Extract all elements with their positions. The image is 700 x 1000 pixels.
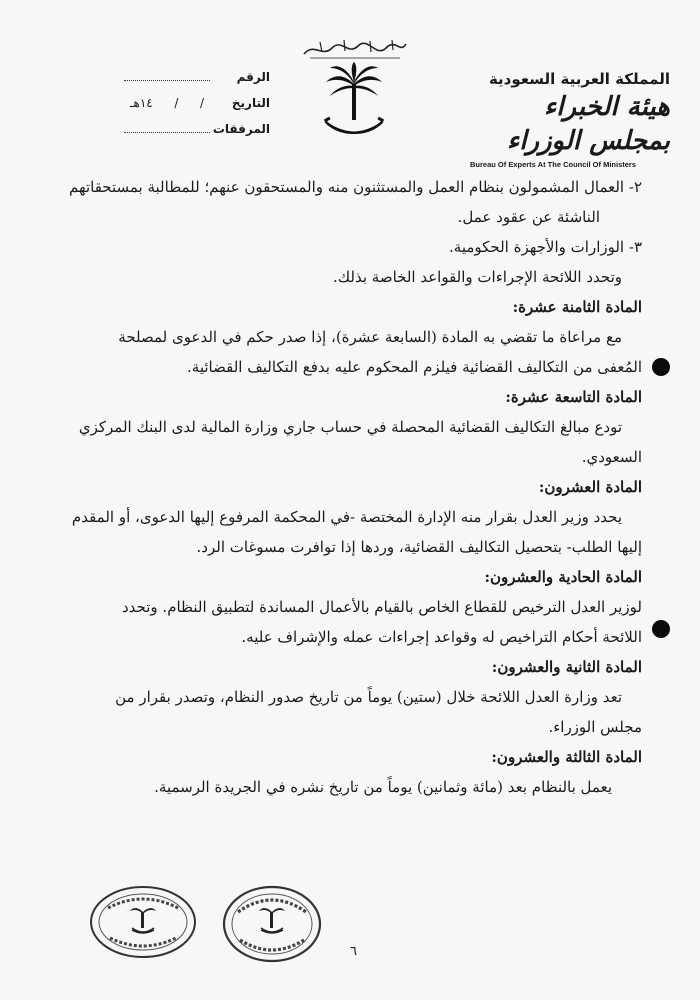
text-line: لوزير العدل الترخيص للقطاع الخاص بالقيام بالأعمال المساندة لتطبيق النظام. وتحدد (122, 598, 642, 616)
reference-block (120, 70, 270, 148)
official-seal-right (222, 884, 322, 964)
palm-swords-emblem-icon (322, 62, 386, 142)
text-line: ٣- الوزارات والأجهزة الحكومية. (449, 238, 642, 256)
text-line: المُعفى من التكاليف القضائية فيلزم المحكوم عليه بدفع التكاليف القضائية. (187, 358, 642, 376)
reference-value (124, 80, 210, 81)
organization-header (470, 70, 670, 169)
punch-hole (652, 620, 670, 638)
text-line: مع مراعاة ما تقضي به المادة (السابعة عشرة)، إذا صدر حكم في الدعوى لمصلحة (118, 328, 622, 346)
attachments-label: المرفقات (212, 122, 270, 136)
bureau-name-english: Bureau Of Experts At The Council Of Ministers (470, 160, 636, 169)
date-slash: / (174, 96, 179, 110)
kingdom-name: المملكة العربية السعودية (488, 70, 670, 88)
text-line: إليها الطلب- بتحصيل التكاليف القضائية، وردها إذا توافرت مسوغات الرد. (196, 538, 642, 556)
reference-number-row (120, 70, 270, 96)
article-heading: المادة الثامنة عشرة: (512, 298, 642, 316)
text-line: تودع مبالغ التكاليف القضائية المحصلة في حساب جاري وزارة المالية لدى البنك المركزي (78, 418, 622, 436)
text-line: السعودي. (581, 448, 642, 466)
page-number: ٦ (350, 944, 357, 959)
attachments-row (120, 122, 270, 148)
article-heading: المادة الثالثة والعشرون: (491, 748, 642, 766)
punch-hole (652, 358, 670, 376)
document-body (70, 172, 642, 802)
attachments-value (124, 132, 210, 133)
text-line: يعمل بالنظام بعد (مائة وثمانين) يوماً من تاريخ نشره في الجريدة الرسمية. (154, 778, 612, 796)
date-year-suffix: ١٤هـ (130, 96, 153, 110)
article-heading: المادة العشرون: (538, 478, 642, 496)
text-line: الناشئة عن عقود عمل. (457, 208, 600, 226)
text-line: يحدد وزير العدل بقرار منه الإدارة المختصة -في المحكمة المرفوع إليها الدعوى، أو المقدم (71, 508, 622, 526)
reference-label: الرقم (236, 70, 270, 84)
date-row (120, 96, 270, 122)
official-seal-left (88, 884, 198, 960)
text-line: ٢- العمال المشمولون بنظام العمل والمستثنون منه والمستحقون عنهم؛ للمطالبة بمستحقاتهم (69, 178, 642, 196)
basmala-calligraphy (300, 36, 410, 62)
date-label: التاريخ (231, 96, 270, 110)
article-heading: المادة التاسعة عشرة: (505, 388, 642, 406)
date-value (124, 96, 210, 110)
date-slash: / (199, 96, 204, 110)
bureau-name-arabic: هيئة الخبراء بمجلس الوزراء (507, 92, 670, 156)
text-line: تعد وزارة العدل اللائحة خلال (ستين) يوماً من تاريخ صدور النظام، وتصدر بقرار من (115, 688, 622, 706)
text-line: وتحدد اللائحة الإجراءات والقواعد الخاصة بذلك. (333, 268, 622, 286)
text-line: مجلس الوزراء. (548, 718, 642, 736)
text-line: اللائحة أحكام التراخيص له وقواعد إجراءات عمله والإشراف عليه. (241, 628, 642, 646)
article-heading: المادة الحادية والعشرون: (484, 568, 642, 586)
article-heading: المادة الثانية والعشرون: (491, 658, 642, 676)
